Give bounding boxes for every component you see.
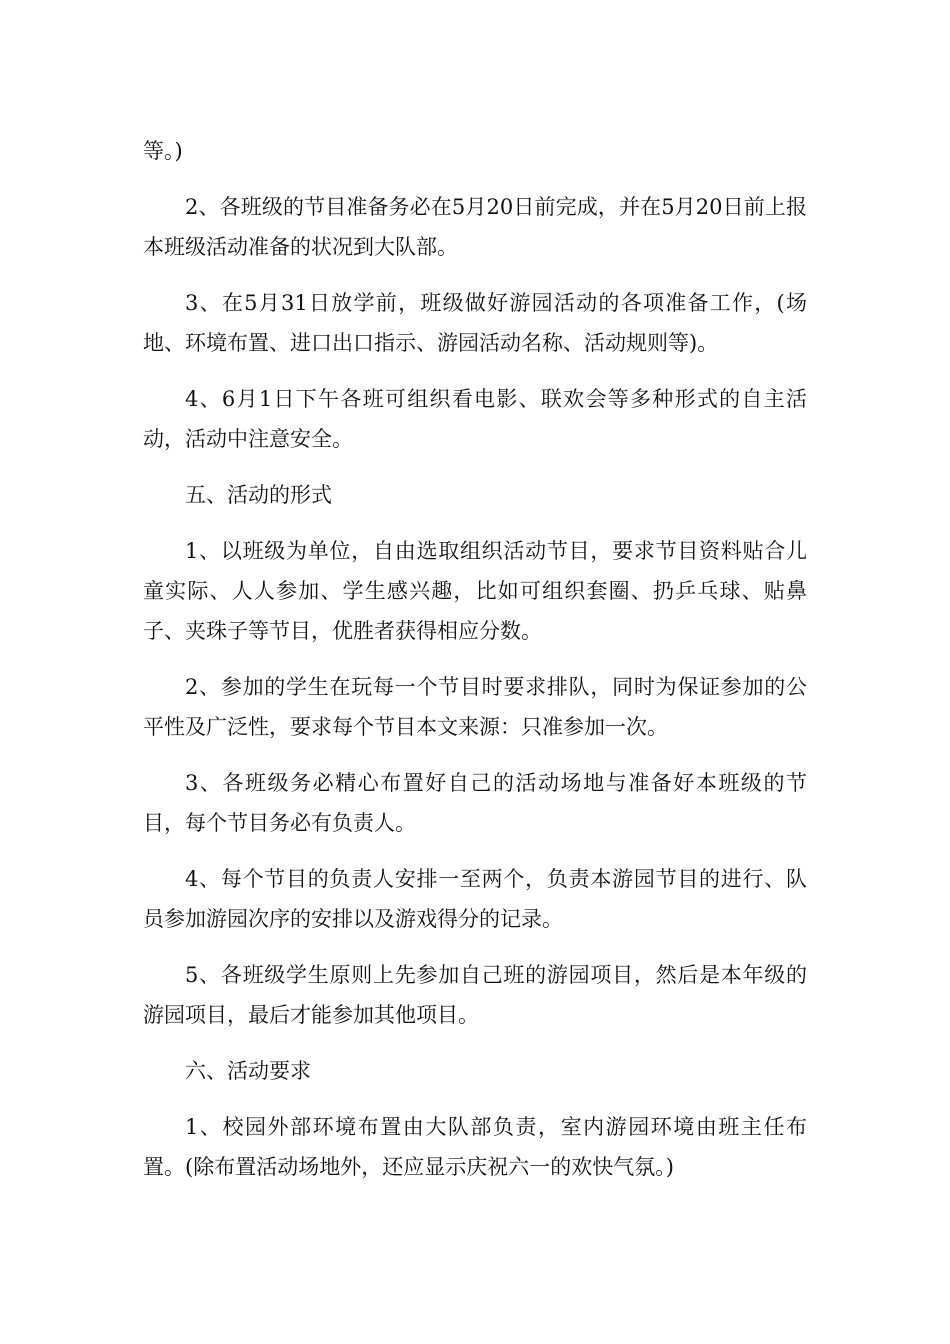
document-body: [143, 131, 807, 1203]
section-heading-form: 五、活动的形式: [185, 483, 332, 507]
paragraph-form-3: 3、各班级务必精心布置好自己的活动场地与准备好本班级的节目，每个节目务必有负责人。: [143, 771, 807, 835]
paragraph-form-2: 2、参加的学生在玩每一个节目时要求排队，同时为保证参加的公平性及广泛性，要求每个节目本文来源：只准参加一次。: [143, 675, 807, 739]
paragraph-item-3: 3、在5月31日放学前，班级做好游园活动的各项准备工作，(场地、环境布置、进口出口指示、游园活动名称、活动规则等)。: [143, 291, 807, 355]
paragraph-item-2: 2、各班级的节目准备务必在5月20日前完成，并在5月20日前上报本班级活动准备的状况到大队部。: [143, 195, 807, 259]
section-heading-requirements: 六、活动要求: [185, 1059, 311, 1083]
paragraph-item-4: 4、6月1日下午各班可组织看电影、联欢会等多种形式的自主活动，活动中注意安全。: [143, 387, 807, 451]
paragraph-form-5: 5、各班级学生原则上先参加自己班的游园项目，然后是本年级的游园项目，最后才能参加其他项目。: [143, 963, 807, 1027]
paragraph-form-4: 4、每个节目的负责人安排一至两个，负责本游园节目的进行、队员参加游园次序的安排以及游戏得分的记录。: [143, 867, 807, 931]
paragraph-continuation: 等。): [143, 139, 183, 163]
paragraph-requirements-1: 1、校园外部环境布置由大队部负责，室内游园环境由班主任布置。(除布置活动场地外，还应显示庆祝六一的欢快气氛。): [143, 1115, 807, 1179]
paragraph-form-1: 1、以班级为单位，自由选取组织活动节目，要求节目资料贴合儿童实际、人人参加、学生感兴趣，比如可组织套圈、扔乒乓球、贴鼻子、夹珠子等节目，优胜者获得相应分数。: [143, 539, 807, 643]
